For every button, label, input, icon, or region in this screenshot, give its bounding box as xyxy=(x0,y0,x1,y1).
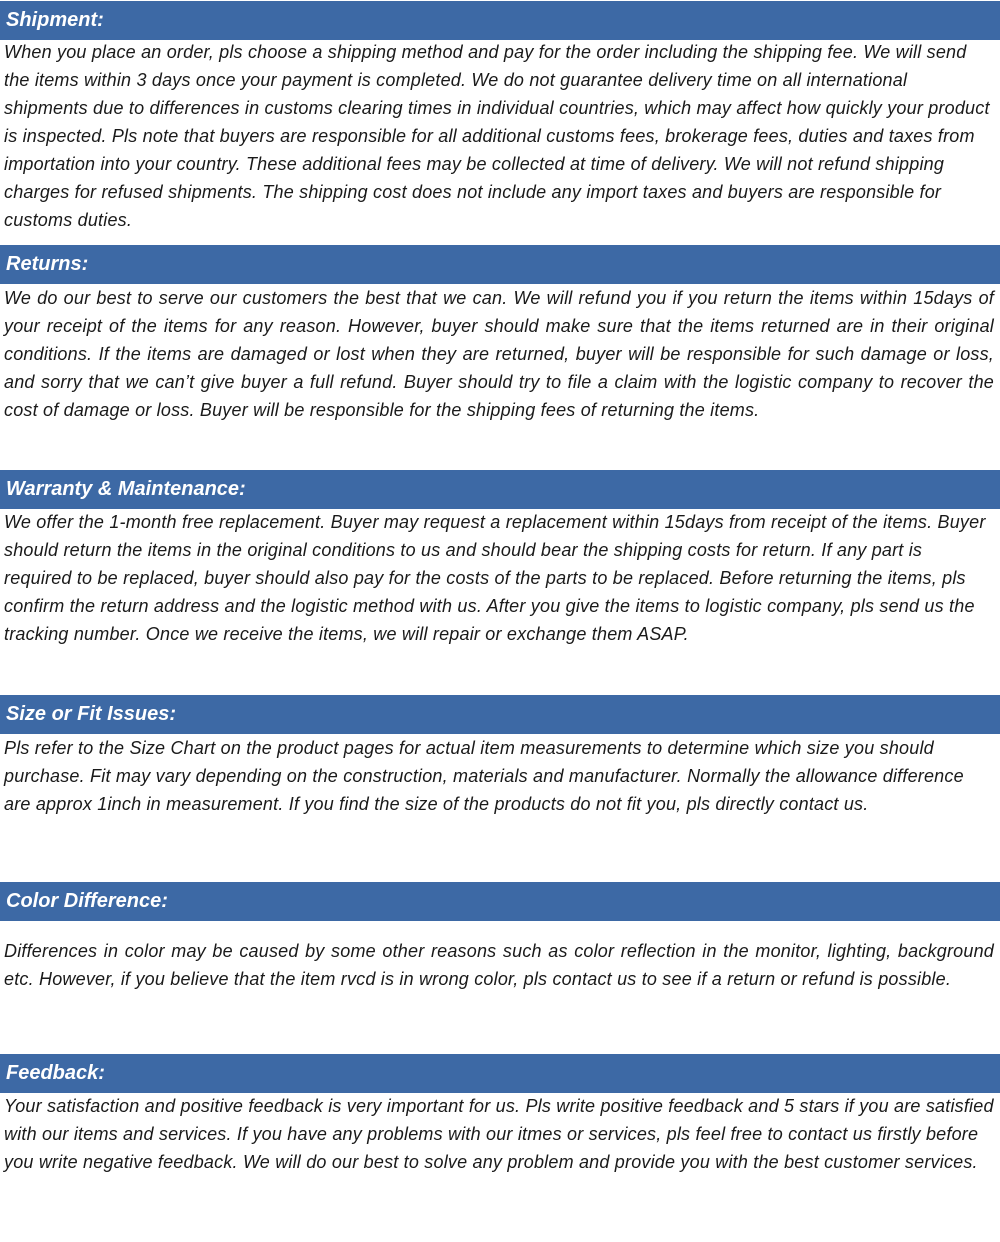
color-difference-text: Differences in color may be caused by some other reasons such as color reflection in the monitor, lighting, background etc. However, if you believe that the item rvcd is in wrong color, pls contact us to see if a return or refund is possible. xyxy=(4,941,994,989)
feedback-text: Your satisfaction and positive feedback is very important for us. Pls write positive feedback and 5 stars if you are satisfied with our items and services. If you have any problems with our itmes or services, pls feel free to contact us firstly before you write negative feedback. We will do our best to solve any problem and provide you with the best customer services. xyxy=(4,1096,994,1172)
shipment-heading: Shipment: xyxy=(0,1,1000,40)
size-fit-text: Pls refer to the Size Chart on the product pages for actual item measurements to determine which size you should purchase. Fit may vary depending on the construction, materials and manufacturer. Normally the allowance difference are approx 1inch in measurement. If you find the size of the products do not fit you, pls directly contact us. xyxy=(4,738,964,814)
returns-text: We do our best to serve our customers the best that we can. We will refund you if you return the items within 15days of your receipt of the items for any reason. However, buyer should make sure that the items returned are in their original conditions. If the items are damaged or lost when they are returned, buyer will be responsible for such damage or loss, and sorry that we can’t give buyer a full refund. Buyer should try to file a claim with the logistic company to recover the cost of damage or loss. Buyer will be responsible for the shipping fees of returning the items. xyxy=(4,288,994,420)
size-fit-heading: Size or Fit Issues: xyxy=(0,695,1000,734)
color-difference-heading: Color Difference: xyxy=(0,882,1000,921)
feedback-heading: Feedback: xyxy=(0,1054,1000,1093)
returns-heading: Returns: xyxy=(0,245,1000,284)
warranty-heading: Warranty & Maintenance: xyxy=(0,470,1000,509)
warranty-text: We offer the 1-month free replacement. Buyer may request a replacement within 15days from receipt of the items. Buyer should return the items in the original conditions to us and should bear the shipping costs for return. If any part is required to be replaced, buyer should also pay for the costs of the parts to be replaced. Before returning the items, pls confirm the return address and the logistic method with us. After you give the items to logistic company, pls send us the tracking number. Once we receive the items, we will repair or exchange them ASAP. xyxy=(4,512,986,644)
shipment-text: When you place an order, pls choose a shipping method and pay for the order including the shipping fee. We will send the items within 3 days once your payment is completed. We do not guarantee delivery time on all international shipments due to differences in customs clearing times in individual countries, which may affect how quickly your product is inspected. Pls note that buyers are responsible for all additional customs fees, brokerage fees, duties and taxes from importation into your country. These additional fees may be collected at time of delivery. We will not refund shipping charges for refused shipments. The shipping cost does not include any import taxes and buyers are responsible for customs duties. xyxy=(4,42,990,230)
